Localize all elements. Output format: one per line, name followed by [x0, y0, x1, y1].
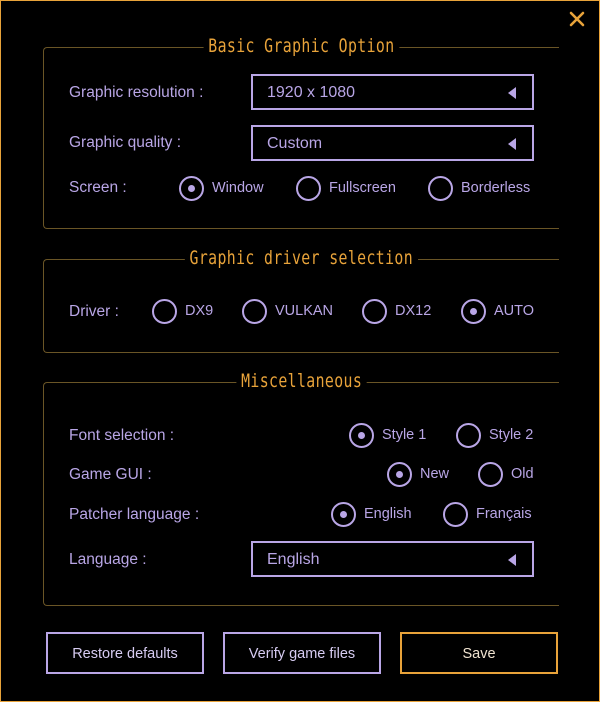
dropdown-arrow-icon	[508, 554, 516, 566]
radio-circle-icon	[461, 299, 486, 324]
radio-circle-icon	[179, 176, 204, 201]
resolution-select[interactable]	[251, 74, 534, 110]
radio-circle-icon	[349, 423, 374, 448]
radio-label: DX12	[395, 303, 432, 319]
quality-value: Custom	[267, 135, 323, 152]
patcher-language-label: Patcher language :	[69, 506, 200, 523]
radio-selected-dot-icon	[470, 308, 477, 315]
radio-label: Borderless	[461, 180, 531, 196]
language-label: Language :	[69, 551, 147, 568]
language-select[interactable]	[251, 541, 534, 577]
radio-label: Window	[212, 180, 264, 196]
font-selection-label: Font selection :	[69, 427, 175, 444]
close-icon[interactable]	[567, 9, 587, 29]
radio-circle-icon	[331, 502, 356, 527]
quality-label: Graphic quality :	[69, 134, 181, 151]
radio-circle-icon	[362, 299, 387, 324]
radio-selected-dot-icon	[358, 432, 365, 439]
radio-circle-icon	[478, 462, 503, 487]
verify-game-files-button[interactable]: Verify game files	[223, 632, 381, 674]
language-value: English	[267, 551, 320, 568]
dropdown-arrow-icon	[508, 87, 516, 99]
save-button[interactable]: Save	[400, 632, 558, 674]
radio-label: Style 1	[382, 427, 427, 443]
radio-circle-icon	[456, 423, 481, 448]
screen-label: Screen :	[69, 179, 127, 196]
radio-label: Français	[476, 506, 532, 522]
misc-title: Miscellaneous	[236, 369, 366, 393]
driver-label: Driver :	[69, 303, 119, 320]
radio-circle-icon	[428, 176, 453, 201]
radio-selected-dot-icon	[340, 511, 347, 518]
resolution-label: Graphic resolution :	[69, 84, 204, 101]
restore-defaults-button[interactable]: Restore defaults	[46, 632, 204, 674]
radio-circle-icon	[296, 176, 321, 201]
radio-label: Old	[511, 466, 534, 482]
radio-label: Style 2	[489, 427, 534, 443]
radio-selected-dot-icon	[396, 471, 403, 478]
resolution-value: 1920 x 1080	[267, 84, 356, 101]
radio-label: AUTO	[494, 303, 535, 319]
radio-circle-icon	[387, 462, 412, 487]
radio-label: New	[420, 466, 450, 482]
radio-label: Fullscreen	[329, 180, 396, 196]
game-gui-label: Game GUI :	[69, 466, 152, 483]
quality-select[interactable]	[251, 125, 534, 161]
radio-circle-icon	[242, 299, 267, 324]
driver-title: Graphic driver selection	[185, 246, 418, 270]
dropdown-arrow-icon	[508, 138, 516, 150]
radio-selected-dot-icon	[188, 185, 195, 192]
basic-graphic-title: Basic Graphic Option	[204, 34, 400, 58]
radio-label: DX9	[185, 303, 214, 319]
radio-label: English	[364, 506, 412, 522]
radio-circle-icon	[152, 299, 177, 324]
radio-label: VULKAN	[275, 303, 334, 319]
radio-circle-icon	[443, 502, 468, 527]
